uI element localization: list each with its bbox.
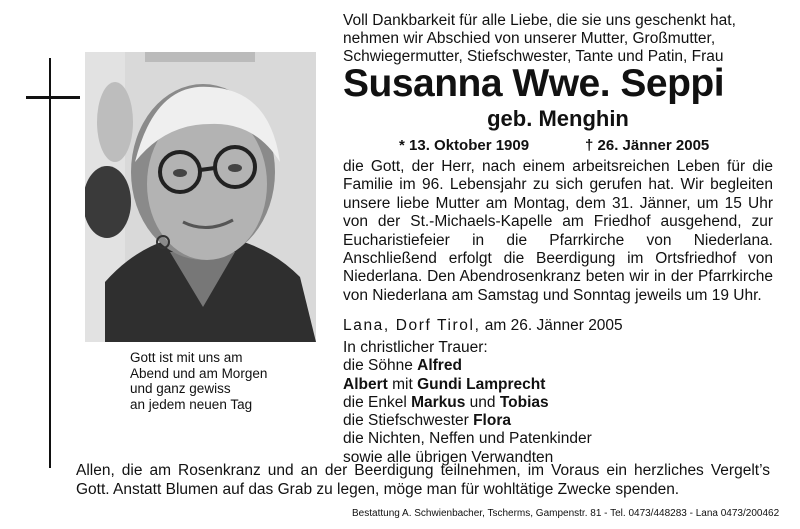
intro-line: nehmen wir Abschied von unserer Mutter, Großmutter, — [343, 30, 716, 47]
relation-label: die Enkel — [343, 393, 407, 411]
mourner-name: Alfred — [417, 357, 462, 375]
intro-line: Voll Dankbarkeit für alle Liebe, die sie uns geschenkt hat, — [343, 12, 736, 29]
portrait-photo — [85, 52, 316, 342]
place-and-date — [343, 317, 773, 335]
psalm-line: und ganz gewiss — [130, 381, 231, 396]
notice-date: am 26. Jänner 2005 — [484, 317, 623, 334]
portrait-illustration — [85, 52, 316, 342]
connector-word: mit — [392, 375, 413, 393]
mourner-name: Albert — [343, 375, 388, 393]
funeral-home-footer: Bestattung A. Schwienbacher, Tscherms, Gampenstr. 81 - Tel. 0473/448283 - Lana 0473/200462 — [352, 508, 780, 519]
relation-label: die Stiefschwester — [343, 412, 469, 430]
relation-label: die Söhne — [343, 357, 413, 375]
maiden-name: geb. Menghin — [487, 106, 629, 131]
mourner-name: Tobias — [499, 393, 549, 411]
intro-text — [343, 12, 773, 66]
connector-word: und — [469, 393, 496, 411]
mourners-list — [343, 339, 773, 467]
mourner-row — [343, 412, 773, 430]
mourner-row — [343, 357, 773, 375]
intro-line: Schwiegermutter, Stiefschwester, Tante und Patin, Frau — [343, 48, 724, 65]
deceased-name: Susanna Wwe. Seppi — [343, 62, 725, 105]
mourner-row — [343, 376, 773, 394]
psalm-line: an jedem neuen Tag — [130, 396, 253, 412]
mourner-row: sowie alle übrigen Verwandten — [343, 448, 554, 466]
cross-icon-bar — [26, 96, 80, 99]
mourner-row: die Nichten, Neffen und Patenkinder — [343, 430, 592, 448]
mourner-name: Flora — [473, 412, 511, 430]
thanks-text: Allen, die am Rosenkranz und an der Beerdigung teilnehmen, im Voraus ein herzliches Vergelt’s Gott. Anstatt Blumen auf das Grab zu legen, möge man für wohltätige Zwecke spenden. — [76, 462, 770, 498]
mourner-name: Markus — [411, 393, 466, 411]
psalm-verse — [130, 350, 330, 412]
cross-icon — [49, 58, 51, 468]
mourner-name: Gundi Lamprecht — [417, 375, 546, 393]
mourners-heading: In christlicher Trauer: — [343, 339, 488, 356]
funeral-details: die Gott, der Herr, nach einem arbeitsreichen Leben für die Familie im 96. Lebensjahr zu sich gerufen hat. Wir begleiten unsere liebe Mutter am Montag, dem 31. Jänner, um 15 Uhr von der St.-Michaels-Kapelle am Friedhof ausgehend, zur Eucharistiefeier in die Pfarrkirche von Niederlana. Anschließend erfolgt die Beerdigung im Ortsfriedhof von Niederlana. Den Abendrosenkranz beten wir in der Pfarrkirche von Niederlana am Samstag und Sonntag jeweils um 19 Uhr. — [343, 158, 773, 304]
birth-date: * 13. Oktober 1909 — [399, 137, 530, 154]
psalm-line: Abend und am Morgen — [130, 365, 268, 381]
mourner-row — [343, 394, 773, 412]
psalm-line: Gott ist mit uns am — [130, 350, 243, 365]
place-name: Lana, Dorf Tirol, — [343, 317, 481, 334]
death-date: † 26. Jänner 2005 — [585, 137, 710, 154]
